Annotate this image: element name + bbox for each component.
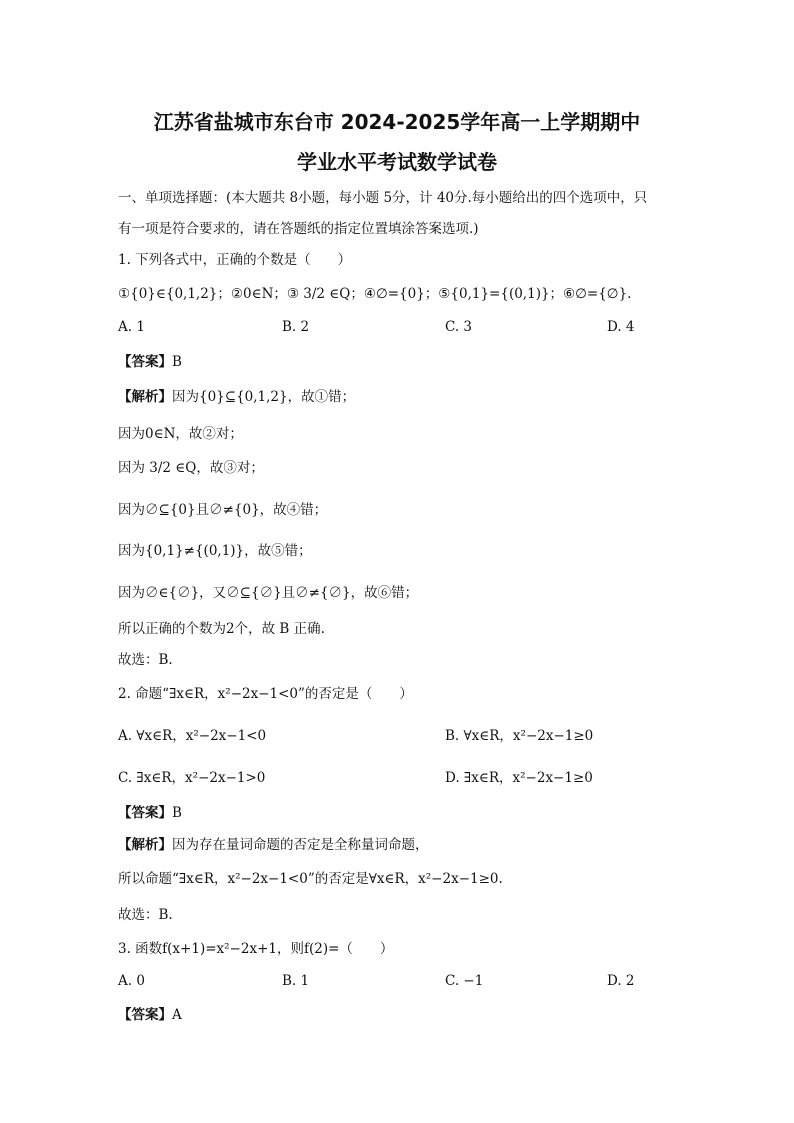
analysis-label: 【解析】 bbox=[118, 837, 172, 853]
q2-option-a: A. ∀x∈R，x²−2x−1<0 bbox=[118, 728, 267, 744]
q2-option-c: C. ∃x∈R，x²−2x−1>0 bbox=[118, 770, 266, 786]
q1-option-b: B. 2 bbox=[282, 319, 310, 335]
q3-option-d: D. 2 bbox=[607, 973, 635, 989]
q1-option-c: C. 3 bbox=[445, 319, 473, 335]
analysis-label: 【解析】 bbox=[118, 389, 172, 405]
answer-label: 【答案】 bbox=[118, 805, 172, 821]
q2-analysis-line: 故选：B. bbox=[118, 907, 173, 923]
q1-analysis-line: 故选：B. bbox=[118, 652, 173, 668]
q1-analysis-line: 因为∅∈{∅}，又∅⊆{∅}且∅≠{∅}，故⑥错； bbox=[118, 585, 419, 601]
q2-analysis-line: 所以命题“∃x∈R，x²−2x−1<0”的否定是∀x∈R，x²−2x−1≥0. bbox=[118, 871, 503, 887]
q2-stem: 2. 命题“∃x∈R，x²−2x−1<0”的否定是（ ） bbox=[118, 686, 413, 702]
q3-stem: 3. 函数f(x+1)=x²−2x+1，则f(2)=（ ） bbox=[118, 941, 394, 957]
answer-value: A bbox=[172, 1007, 182, 1023]
q1-statements: ①{0}∈{0,1,2}；②0∈N；③ 3/2 ∈Q；④∅={0}；⑤{0,1}={(0,1)}；⑥∅={∅}. bbox=[118, 286, 632, 302]
answer-value: B bbox=[172, 354, 182, 370]
q1-analysis-line: 所以正确的个数为2个，故 B 正确. bbox=[118, 621, 325, 637]
q3-option-a: A. 0 bbox=[118, 973, 145, 989]
q3-option-c: C. −1 bbox=[445, 973, 484, 989]
q1-analysis-line bbox=[118, 385, 355, 405]
q2-option-d: D. ∃x∈R，x²−2x−1≥0 bbox=[445, 770, 593, 786]
q1-analysis-line: 因为 3/2 ∈Q，故③对； bbox=[118, 460, 264, 476]
exam-title-line2: 学业水平考试数学试卷 bbox=[297, 150, 497, 174]
q1-answer bbox=[118, 350, 182, 370]
section-heading: 一、单项选择题：(本大题共 8小题，每小题 5分，计 40分.每小题给出的四个选项中，只 bbox=[118, 190, 648, 206]
answer-label: 【答案】 bbox=[118, 1007, 172, 1023]
answer-label: 【答案】 bbox=[118, 354, 172, 370]
q1-stem: 1. 下列各式中，正确的个数是（ ） bbox=[118, 252, 352, 268]
q1-analysis-line: 因为{0,1}≠{(0,1)}，故⑤错； bbox=[118, 543, 312, 559]
analysis-text: 因为{0}⊆{0,1,2}，故①错； bbox=[172, 389, 356, 405]
q1-option-a: A. 1 bbox=[118, 319, 145, 335]
q2-option-b: B. ∀x∈R，x²−2x−1≥0 bbox=[445, 728, 594, 744]
q1-option-d: D. 4 bbox=[607, 319, 635, 335]
q3-answer bbox=[118, 1003, 182, 1023]
answer-value: B bbox=[172, 805, 182, 821]
q3-option-b: B. 1 bbox=[282, 973, 310, 989]
analysis-text: 因为存在量词命题的否定是全称量词命题， bbox=[172, 837, 429, 853]
q2-analysis-line bbox=[118, 833, 429, 853]
q2-answer bbox=[118, 801, 182, 821]
q1-analysis-line: 因为0∈N，故②对； bbox=[118, 426, 243, 442]
exam-title-line1: 江苏省盐城市东台市 2024-2025学年高一上学期期中 bbox=[153, 110, 641, 134]
section-heading-cont: 有一项是符合要求的，请在答题纸的指定位置填涂答案选项.) bbox=[118, 221, 479, 237]
q1-analysis-line: 因为∅⊆{0}且∅≠{0}，故④错； bbox=[118, 502, 328, 518]
